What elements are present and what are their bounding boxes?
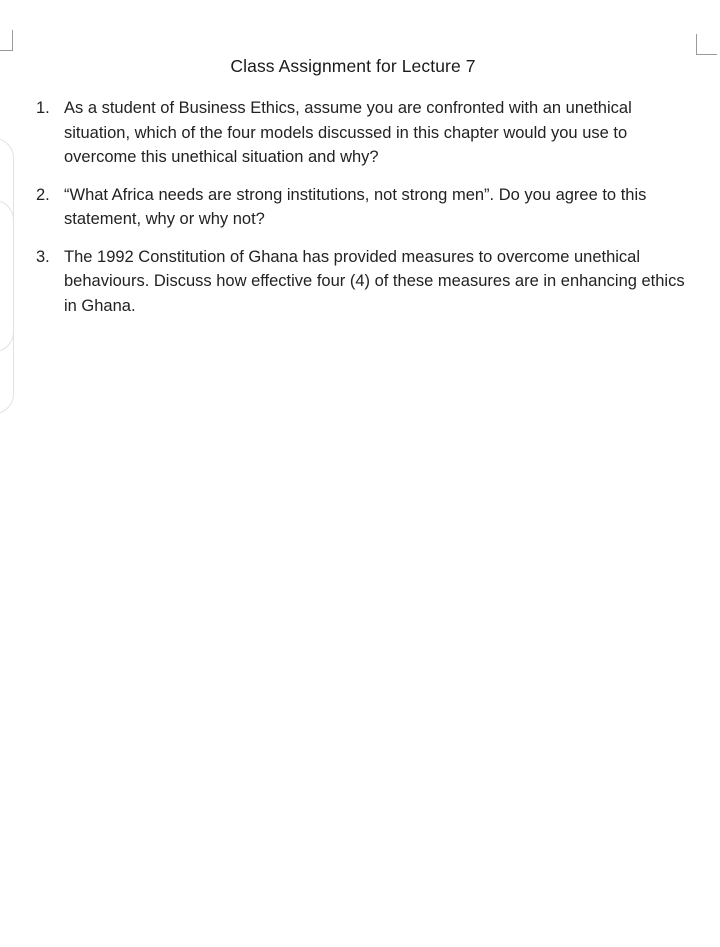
question-text: As a student of Business Ethics, assume you are confronted with an unethical situation, which of the four models discussed in this chapter would you use to overcome this unethical situation and why? <box>64 99 632 166</box>
crop-mark-top-left <box>0 30 13 51</box>
question-list <box>36 96 700 331</box>
question-item <box>36 96 700 170</box>
assignment-title: Class Assignment for Lecture 7 <box>230 56 476 76</box>
crop-mark-top-right <box>696 34 717 55</box>
edge-overlay-panel <box>0 200 14 414</box>
question-item <box>36 183 700 232</box>
question-item <box>36 245 700 319</box>
question-number: 1. <box>36 99 50 117</box>
question-number: 3. <box>36 247 50 266</box>
question-text: The 1992 Constitution of Ghana has provided measures to overcome unethical behaviours. Discuss how effective four (4) of these measures are in enhancing ethics in Ghana. <box>64 247 685 315</box>
question-text: “What Africa needs are strong institutions, not strong men”. Do you agree to this statement, why or why not? <box>64 185 647 228</box>
question-number: 2. <box>36 185 50 204</box>
